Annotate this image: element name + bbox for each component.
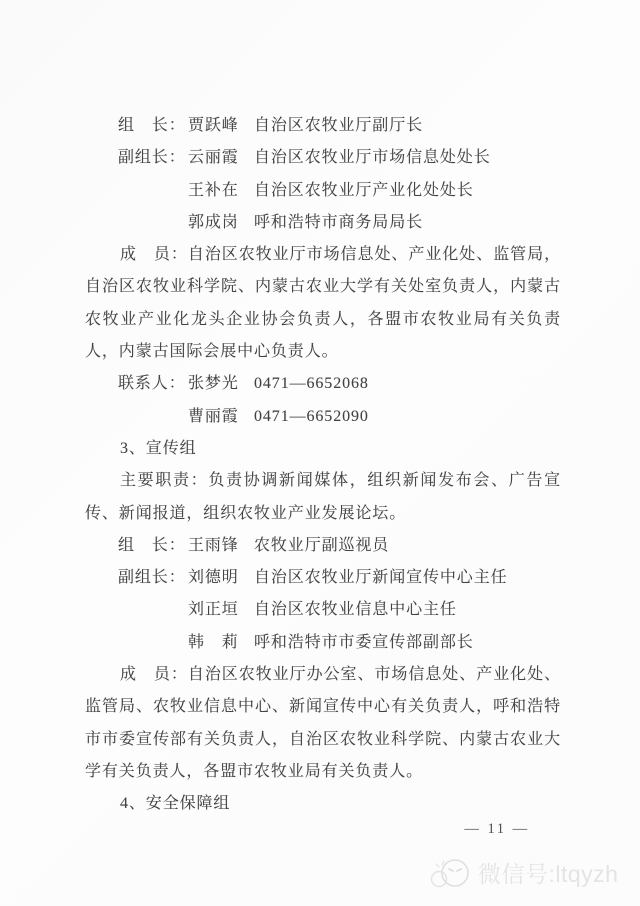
person-title: 自治区农牧业厅副厅长 (254, 117, 424, 134)
wechat-face-icon (428, 848, 474, 896)
members-paragraph-line: 监管局、农牧业信息中心、新闻宣传中心有关负责人，呼和浩特 (85, 698, 561, 716)
person-name: 贾跃峰 (188, 117, 239, 134)
person-name: 云丽霞 (188, 149, 239, 167)
role-row-deputy (85, 562, 561, 594)
role-row-deputy (85, 207, 561, 239)
members-paragraph-line: 农牧业产业化龙头企业协会负责人，各盟市农牧业局有关负责 (85, 310, 561, 328)
wechat-watermark (428, 848, 618, 896)
contact-label: 联系人： (118, 375, 186, 393)
person-name: 郭成岗 (188, 213, 239, 231)
section-heading: 3、宣传组 (120, 439, 197, 457)
person-title: 自治区农牧业厅市场信息处处长 (254, 149, 491, 167)
contact-row (85, 368, 561, 400)
person-title: 自治区农牧业信息中心主任 (254, 601, 457, 619)
role-label: 组 长： (118, 536, 186, 554)
person-name: 韩 莉 (188, 633, 239, 651)
person-title: 自治区农牧业厅新闻宣传中心主任 (254, 569, 508, 587)
page-number: — 11 — (464, 821, 530, 837)
duties-paragraph-line: 主要职责：负责协调新闻媒体，组织新闻发布会、广告宣 (120, 472, 561, 490)
person-name: 刘正垣 (188, 601, 239, 619)
role-row-leader (85, 530, 561, 562)
role-row-deputy (85, 142, 561, 174)
role-label: 副组长： (118, 569, 186, 587)
role-row-deputy (85, 627, 561, 659)
person-title: 呼和浩特市市委宣传部副部长 (254, 633, 474, 651)
role-row-leader (85, 110, 561, 142)
members-paragraph-line: 学有关负责人，各盟市农牧业局有关负责人。 (85, 762, 424, 780)
members-paragraph-line: 人，内蒙古国际会展中心负责人。 (85, 343, 339, 361)
role-label: 组 长： (118, 117, 186, 134)
person-name: 王雨锋 (188, 536, 239, 554)
members-paragraph-line: 成 员：自治区农牧业厅办公室、市场信息处、产业化处、 (120, 666, 561, 684)
role-row-deputy (85, 175, 561, 207)
contact-name: 曹丽霞 (188, 407, 239, 425)
person-name: 刘德明 (188, 569, 239, 587)
document-body (85, 110, 561, 821)
members-paragraph-line: 自治区农牧业科学院、内蒙古农业大学有关处室负责人，内蒙古 (85, 278, 561, 296)
contact-phone: 0471—6652090 (254, 407, 369, 425)
contact-phone: 0471—6652068 (254, 375, 369, 393)
role-row-deputy (85, 594, 561, 626)
contact-name: 张梦光 (188, 375, 239, 393)
watermark-text: 微信号:ltqyzh (478, 860, 619, 887)
person-name: 王补在 (188, 181, 239, 199)
role-label: 副组长： (118, 149, 186, 167)
duties-paragraph-line: 传、新闻报道，组织农牧业产业发展论坛。 (85, 504, 407, 522)
members-paragraph-line: 市市委宣传部有关负责人，自治区农牧业科学院、内蒙古农业大 (85, 730, 561, 748)
section-heading: 4、安全保障组 (120, 795, 231, 813)
person-title: 自治区农牧业厅产业化处处长 (254, 181, 474, 199)
person-title: 农牧业厅副巡视员 (254, 536, 390, 554)
contact-row (85, 401, 561, 433)
person-title: 呼和浩特市商务局局长 (254, 213, 424, 231)
members-paragraph-line: 成 员：自治区农牧业厅市场信息处、产业化处、监管局， (120, 246, 561, 264)
